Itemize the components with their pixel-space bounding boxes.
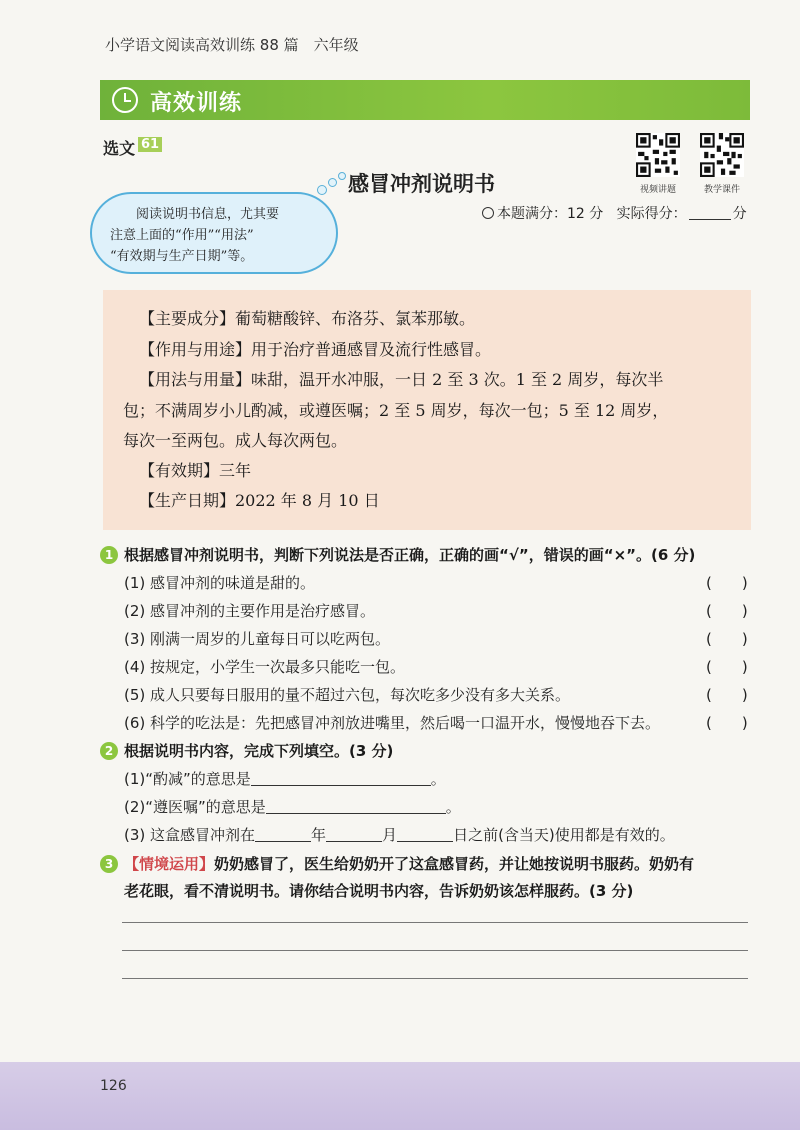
q2-item-1-text: (1)“酌减”的意思是 (124, 770, 251, 788)
answer-line[interactable] (122, 950, 748, 951)
q2-item-3 (124, 824, 675, 845)
banner-title: 高效训练 (150, 91, 243, 116)
qr-code-video[interactable] (636, 133, 680, 177)
question-text: 根据说明书内容，完成下列填空。(3 分) (124, 742, 394, 760)
q2-item-3-text: (3) 这盒感冒冲剂在 (124, 826, 256, 844)
section-banner (100, 80, 750, 120)
score-box (482, 203, 747, 223)
running-head: 小学语文阅读高效训练 88 篇 六年级 (105, 36, 359, 54)
actual-score-blank[interactable] (689, 206, 731, 220)
clock-icon (112, 87, 138, 113)
month-label: 月 (382, 826, 398, 844)
fill-blank-month[interactable] (326, 828, 382, 842)
answer-line[interactable] (122, 922, 748, 923)
question-1 (100, 544, 695, 565)
question-3-cont (124, 880, 633, 901)
page-number: 126 (100, 1078, 127, 1094)
q1-item-5: (5) 成人只要每日服用的量不超过六包，每次吃多少没有多大关系。 (124, 686, 571, 704)
answer-paren[interactable]: ( ) (706, 602, 748, 620)
answer-paren[interactable]: ( ) (706, 686, 748, 704)
thought-dot (328, 178, 337, 187)
q2-item-2-end: 。 (445, 798, 461, 816)
answer-paren[interactable]: ( ) (706, 658, 748, 676)
question-text: 根据感冒冲剂说明书，判断下列说法是否正确，正确的画“√”，错误的画“×”。(6 分) (124, 546, 696, 564)
q2-item-1-end: 。 (430, 770, 446, 788)
answer-line[interactable] (122, 978, 748, 979)
situation-tag: 【情境运用】 (124, 855, 215, 873)
question-number: 2 (100, 742, 118, 760)
passage-line: 【用法与用量】味甜，温开水冲服，一日 2 至 3 次。1 至 2 周岁，每次半 (139, 370, 664, 389)
question-3 (100, 853, 694, 874)
year-label: 年 (311, 826, 327, 844)
fill-blank-day[interactable] (397, 828, 453, 842)
fill-blank-year[interactable] (255, 828, 311, 842)
answer-paren[interactable]: ( ) (706, 574, 748, 592)
qr-code-icon (636, 133, 680, 177)
q1-item-6: (6) 科学的吃法是：先把感冒冲剂放进嘴里，然后喝一口温开水，慢慢地吞下去。 (124, 714, 661, 732)
qr-caption-video: 视频讲题 (639, 185, 676, 195)
passage-line: 包；不满周岁小儿酌减，或遵医嘱；2 至 5 周岁，每次一包；5 至 12 周岁， (123, 401, 669, 420)
thought-dot (338, 172, 346, 180)
qr-code-courseware[interactable] (700, 133, 744, 177)
full-score: 本题满分：12 分 (497, 206, 604, 222)
q2-item-2 (124, 796, 461, 817)
selection-number: 61 (138, 137, 162, 152)
passage-line: 【作用与用途】用于治疗普通感冒及流行性感冒。 (139, 340, 492, 359)
q1-item-2: (2) 感冒冲剂的主要作用是治疗感冒。 (124, 602, 376, 620)
tip-line-2: 注意上面的“作用”“用法” (110, 228, 254, 243)
thought-dot (317, 185, 327, 195)
q1-item-4: (4) 按规定，小学生一次最多只能吃一包。 (124, 658, 406, 676)
score-unit: 分 (732, 206, 747, 222)
qr-caption-courseware: 教学课件 (703, 185, 740, 195)
selection-label: 选文 (103, 139, 136, 158)
timer-icon (482, 207, 494, 219)
question-number: 1 (100, 546, 118, 564)
fill-blank[interactable] (251, 772, 431, 786)
q2-item-2-text: (2)“遵医嘱”的意思是 (124, 798, 266, 816)
q1-item-1: (1) 感冒冲剂的味道是甜的。 (124, 574, 316, 592)
passage-line: 【有效期】三年 (139, 461, 252, 480)
q1-item-3: (3) 刚满一周岁的儿童每日可以吃两包。 (124, 630, 391, 648)
answer-paren[interactable]: ( ) (706, 630, 748, 648)
q2-item-1 (124, 768, 446, 789)
answer-paren[interactable]: ( ) (706, 714, 748, 732)
passage-line: 【主要成分】葡萄糖酸锌、布洛芬、氯苯那敏。 (139, 309, 476, 328)
passage-box (103, 290, 751, 530)
tip-text (110, 204, 325, 267)
question-number: 3 (100, 855, 118, 873)
footer-band (0, 1062, 800, 1130)
tip-line-1: 阅读说明书信息，尤其要 (136, 207, 280, 222)
fill-blank[interactable] (266, 800, 446, 814)
q2-item-3-end: 日之前(含当天)使用都是有效的。 (453, 826, 675, 844)
tip-line-3: “有效期与生产日期”等。 (110, 249, 254, 264)
article-title: 感冒冲剂说明书 (348, 171, 495, 196)
question-text: 奶奶感冒了，医生给奶奶开了这盒感冒药，并让她按说明书服药。奶奶有 (214, 855, 695, 873)
passage-line: 【生产日期】2022 年 8 月 10 日 (139, 491, 380, 510)
passage-line: 每次一至两包。成人每次两包。 (123, 431, 348, 450)
qr-code-icon (700, 133, 744, 177)
question-text: 老花眼，看不清说明书。请你结合说明书内容，告诉奶奶该怎样服药。(3 分) (124, 882, 634, 900)
actual-score-label: 实际得分： (616, 206, 687, 222)
question-2 (100, 740, 393, 761)
